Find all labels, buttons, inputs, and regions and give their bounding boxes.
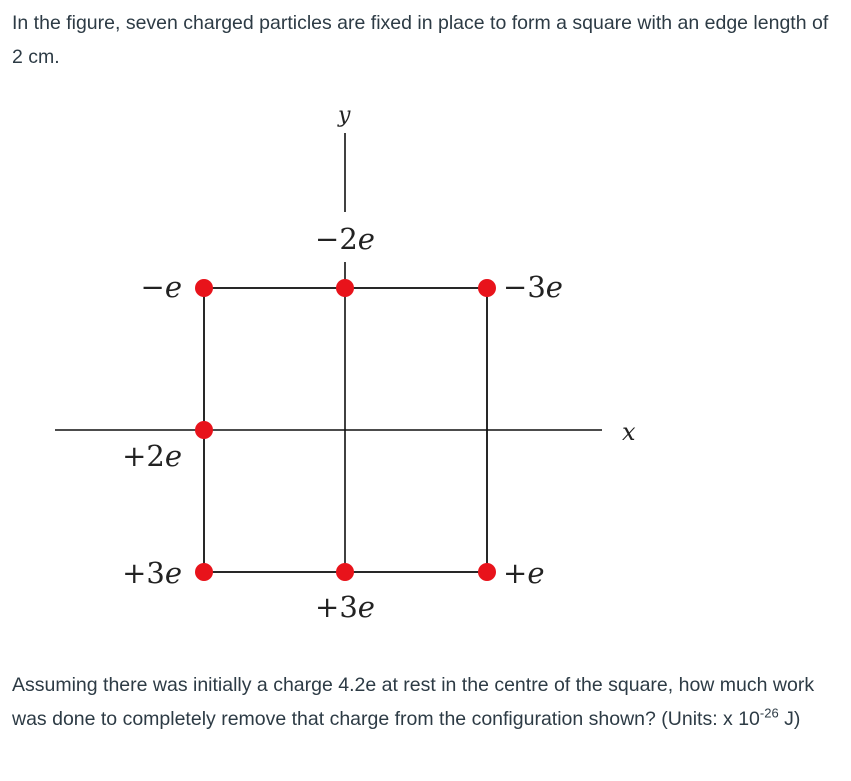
- charge-label-top-middle: −2e: [315, 222, 375, 256]
- question-exponent: -26: [759, 705, 779, 721]
- problem-question: [12, 668, 842, 736]
- charge-label-top-right: −3e: [503, 270, 563, 304]
- charge-dot-top-right: [478, 279, 496, 297]
- charge-square-diagram: [0, 95, 851, 655]
- charge-dot-bottom-left: [195, 563, 213, 581]
- charge-dot-top-left: [195, 279, 213, 297]
- charge-dot-middle-left: [195, 421, 213, 439]
- question-text: Assuming there was initially a charge 4.2e at rest in the centre of the square, how much work was done to completely remove that charge from the configuration shown? (Units: x 10: [12, 674, 815, 730]
- charge-label-bottom-middle: +3e: [315, 590, 375, 624]
- charge-label-bottom-right: +e: [503, 556, 545, 590]
- question-units-tail: J): [778, 708, 801, 730]
- charge-dot-bottom-right: [478, 563, 496, 581]
- charge-dot-bottom-middle: [336, 563, 354, 581]
- y-axis-label: y: [338, 103, 351, 128]
- problem-intro: In the figure, seven charged particles are fixed in place to form a square with an edge length of 2 cm.: [12, 12, 829, 68]
- charge-dot-top-middle: [336, 279, 354, 297]
- charge-label-middle-left: +2e: [122, 439, 182, 473]
- x-axis-label: x: [622, 418, 636, 446]
- charge-label-bottom-left: +3e: [122, 556, 182, 590]
- charge-label-top-left: −e: [140, 270, 182, 304]
